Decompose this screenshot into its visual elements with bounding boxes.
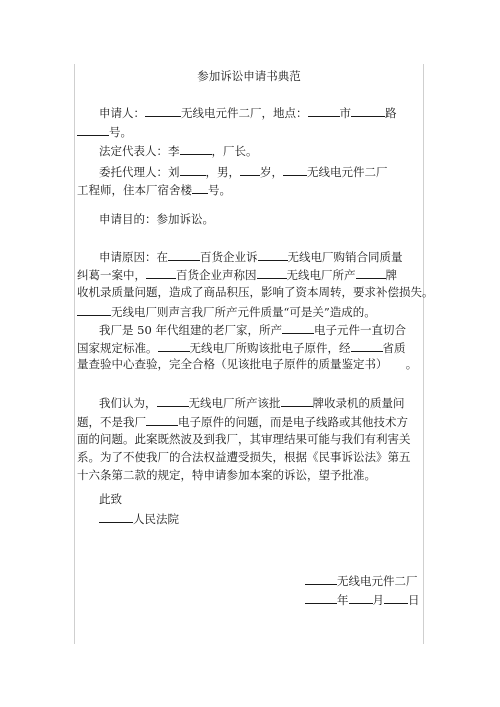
text: 无线电元件二厂 xyxy=(307,165,388,179)
text: 岁， xyxy=(260,165,283,179)
text: 我们认为， xyxy=(99,396,157,410)
reason-line-7 xyxy=(77,357,417,371)
court-line xyxy=(99,510,179,526)
text: 百货企业诉 xyxy=(200,250,258,264)
blank xyxy=(146,413,178,426)
reason-line-4 xyxy=(77,303,376,319)
text: 国家规定标准。 xyxy=(77,341,158,355)
blank xyxy=(77,303,111,316)
blank xyxy=(384,591,408,604)
text: 省质 xyxy=(382,341,406,355)
text: 系。为了不使我厂的合法权益遭受损失，根据《民事诉讼法》第五 xyxy=(77,450,411,464)
text: 申请人： xyxy=(99,106,145,120)
text: 工程师，住本厂宿舍楼 xyxy=(77,183,192,197)
document-page xyxy=(74,64,434,644)
text: 我厂是 50 年代组建的老厂家，所产 xyxy=(99,323,282,337)
text: 月 xyxy=(372,593,384,607)
reason-line-3 xyxy=(77,285,434,299)
document-title: 参加诉讼申请书典范 xyxy=(197,69,301,83)
blank xyxy=(349,591,373,604)
blank xyxy=(281,394,313,407)
blank xyxy=(168,248,200,261)
opinion-line-4 xyxy=(77,450,411,464)
text: 十六条第二款的规定，特申请参加本案的诉讼，望予批准。 xyxy=(77,468,376,482)
blank xyxy=(180,163,206,176)
text: ，厂长。 xyxy=(211,144,258,158)
text: ，男， xyxy=(205,165,240,179)
text: 收机录质量问题，造成了商品积压，影响了资本周转，要求补偿损失。 xyxy=(77,285,434,299)
closing-line xyxy=(99,492,122,506)
text: 电子原件的问题，而是电子线路或其他技术方 xyxy=(178,415,408,429)
text: 题，不是我厂 xyxy=(77,415,146,429)
reason-line-1 xyxy=(99,248,403,264)
agent-line-2 xyxy=(77,181,231,197)
blank xyxy=(146,266,176,279)
blank xyxy=(99,510,133,523)
text: 无线电厂购销合同质量 xyxy=(287,250,403,264)
text: 无线电厂则声言我厂所产元件质量“可是关”造成的。 xyxy=(111,305,376,319)
blank xyxy=(192,181,208,194)
text: 。 xyxy=(405,357,418,371)
text: 无线电厂所购该批电子原件，经 xyxy=(189,341,351,355)
text: 此致 xyxy=(99,492,122,506)
text: 申请原因：在 xyxy=(99,250,168,264)
agent-line xyxy=(99,163,388,179)
blank xyxy=(283,163,307,176)
opinion-line-2 xyxy=(77,413,408,429)
blank xyxy=(356,266,386,279)
text: 年 xyxy=(337,593,349,607)
text: 路 xyxy=(385,106,397,120)
applicant-line-2 xyxy=(77,123,132,139)
text: 无线电厂所产该批 xyxy=(188,396,281,410)
text: 市 xyxy=(339,106,351,120)
reason-line-6 xyxy=(77,339,406,355)
blank xyxy=(351,339,383,352)
legal-rep-line xyxy=(99,142,258,158)
signature-line xyxy=(305,572,418,588)
blank xyxy=(158,339,190,352)
text: 牌收录机的质量问 xyxy=(312,396,405,410)
blank xyxy=(258,248,288,261)
blank xyxy=(351,104,385,117)
text: 申请目的：参加诉讼。 xyxy=(99,212,214,226)
text: 号。 xyxy=(109,125,132,139)
blank xyxy=(145,104,181,117)
reason-line-2 xyxy=(77,266,397,282)
text: 法定代表人：李 xyxy=(99,144,180,158)
blank xyxy=(180,142,212,155)
text: 面的问题。此案既然波及到我厂，其审理结果可能与我们有利害关 xyxy=(77,432,411,446)
text: 号。 xyxy=(208,183,231,197)
text: 无线电元件二厂，地点： xyxy=(181,106,308,120)
text: 牌 xyxy=(385,268,397,282)
text: 人民法院 xyxy=(133,512,179,526)
blank xyxy=(240,163,260,176)
text: 委托代理人：刘 xyxy=(99,165,180,179)
blank xyxy=(77,123,109,136)
blank xyxy=(282,321,314,334)
text: 电子元件一直切合 xyxy=(313,323,406,337)
blank xyxy=(305,591,337,604)
text: 无线电厂所产 xyxy=(286,268,356,282)
blank xyxy=(305,572,337,585)
opinion-line-3 xyxy=(77,432,411,446)
date-line xyxy=(305,591,420,607)
purpose-line xyxy=(99,212,214,226)
text: 无线电元件二厂 xyxy=(337,574,418,588)
text: 百货企业声称因 xyxy=(176,268,257,282)
text: 纠葛一案中， xyxy=(77,268,146,282)
reason-line-5 xyxy=(99,321,406,337)
blank xyxy=(257,266,287,279)
opinion-line-1 xyxy=(99,394,405,410)
blank xyxy=(308,104,340,117)
blank xyxy=(157,394,189,407)
text: 日 xyxy=(408,593,420,607)
text: 量查验中心查验，完全合格（见该批电子原件的质量鉴定书） xyxy=(77,357,388,371)
opinion-line-5 xyxy=(77,468,376,482)
applicant-line xyxy=(99,104,397,120)
